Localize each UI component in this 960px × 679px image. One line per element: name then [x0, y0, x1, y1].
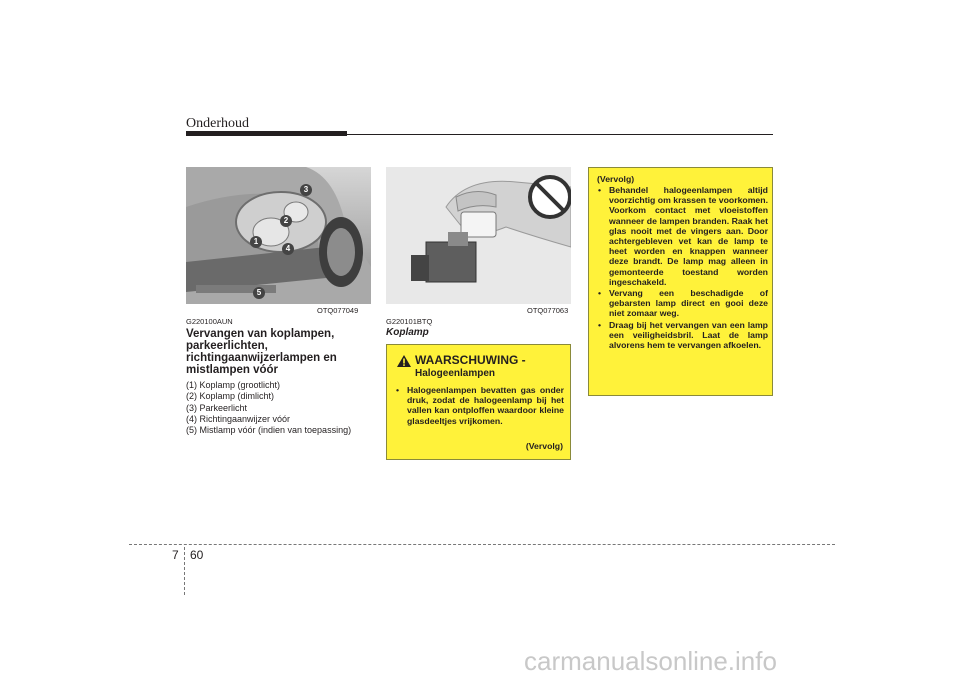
watermark: carmanualsonline.info — [524, 646, 777, 676]
image-code-right: OTQ077063 — [527, 306, 569, 315]
section-code: G220100AUN — [186, 317, 233, 326]
chapter-number: 7 — [172, 548, 179, 562]
section-title: Vervangen van koplampen, parkeerlichten, richtingaanwijzerlampen en mistlampen vóór — [186, 328, 337, 376]
warning-subtitle: Halogeenlampen — [415, 368, 496, 379]
list-item: (4) Richtingaanwijzer vóór — [186, 413, 291, 424]
continued-label: (Vervolg) — [597, 174, 635, 184]
image-code-left: OTQ077049 — [317, 306, 359, 315]
callout-3: 3 — [300, 184, 312, 196]
headlight-photo — [186, 167, 371, 304]
list-item: • Halogeenlampen bevatten gas onder druk, zodat de halogeenlamp bij het vallen kan ontploffen waardoor kleine glasdeeltjes vrijkomen. — [394, 385, 564, 426]
page-number: 60 — [190, 548, 204, 562]
header-bar — [186, 131, 347, 136]
list-item: (1) Koplamp (grootlicht) — [186, 380, 281, 390]
footer-rule — [129, 544, 835, 545]
warning-bullets — [596, 185, 768, 351]
chapter-title: Onderhoud — [186, 116, 249, 131]
warning-box — [386, 344, 571, 460]
list-item: • Draag bij het vervangen van een lamp een veiligheidsbril. Laat de lamp alvorens hem te vervangen afkoelen. — [596, 320, 768, 351]
footer-divider — [184, 547, 185, 595]
list-item: • Behandel halogeenlampen altijd voorzichtig om krassen te voorkomen. Voorkom contact met vloeistoffen wanneer de lampen branden. Raak het glas nooit met de vingers aan. Door achtergebleven vet kan de lamp te heet worden en knappen wanneer deze brandt. De lamp mag alleen in gemonteerde toestand worden ingeschakeld. — [596, 185, 768, 287]
bulb-photo — [386, 167, 571, 304]
section-code: G220101BTQ — [386, 317, 433, 326]
list-item: • Vervang een beschadigde of gebarsten lamp direct en gooi deze niet zomaar weg. — [596, 288, 768, 319]
list-item: (2) Koplamp (dimlicht) — [186, 391, 275, 402]
callout-2: 2 — [280, 215, 292, 227]
warning-box-continued — [588, 167, 773, 396]
callout-5: 5 — [253, 287, 265, 299]
warning-icon — [397, 355, 411, 367]
list-item: (3) Parkeerlicht — [186, 402, 248, 413]
section-subtitle: Koplamp — [386, 327, 429, 338]
callout-4: 4 — [282, 243, 294, 255]
continued-label: (Vervolg) — [525, 441, 563, 451]
warning-title: WAARSCHUWING - — [415, 353, 526, 367]
header-rule — [347, 134, 773, 135]
callout-1: 1 — [250, 236, 262, 248]
warning-bullets — [394, 385, 564, 427]
lamp-list — [186, 380, 371, 436]
list-item: (5) Mistlamp vóór (indien van toepassing) — [186, 425, 352, 436]
